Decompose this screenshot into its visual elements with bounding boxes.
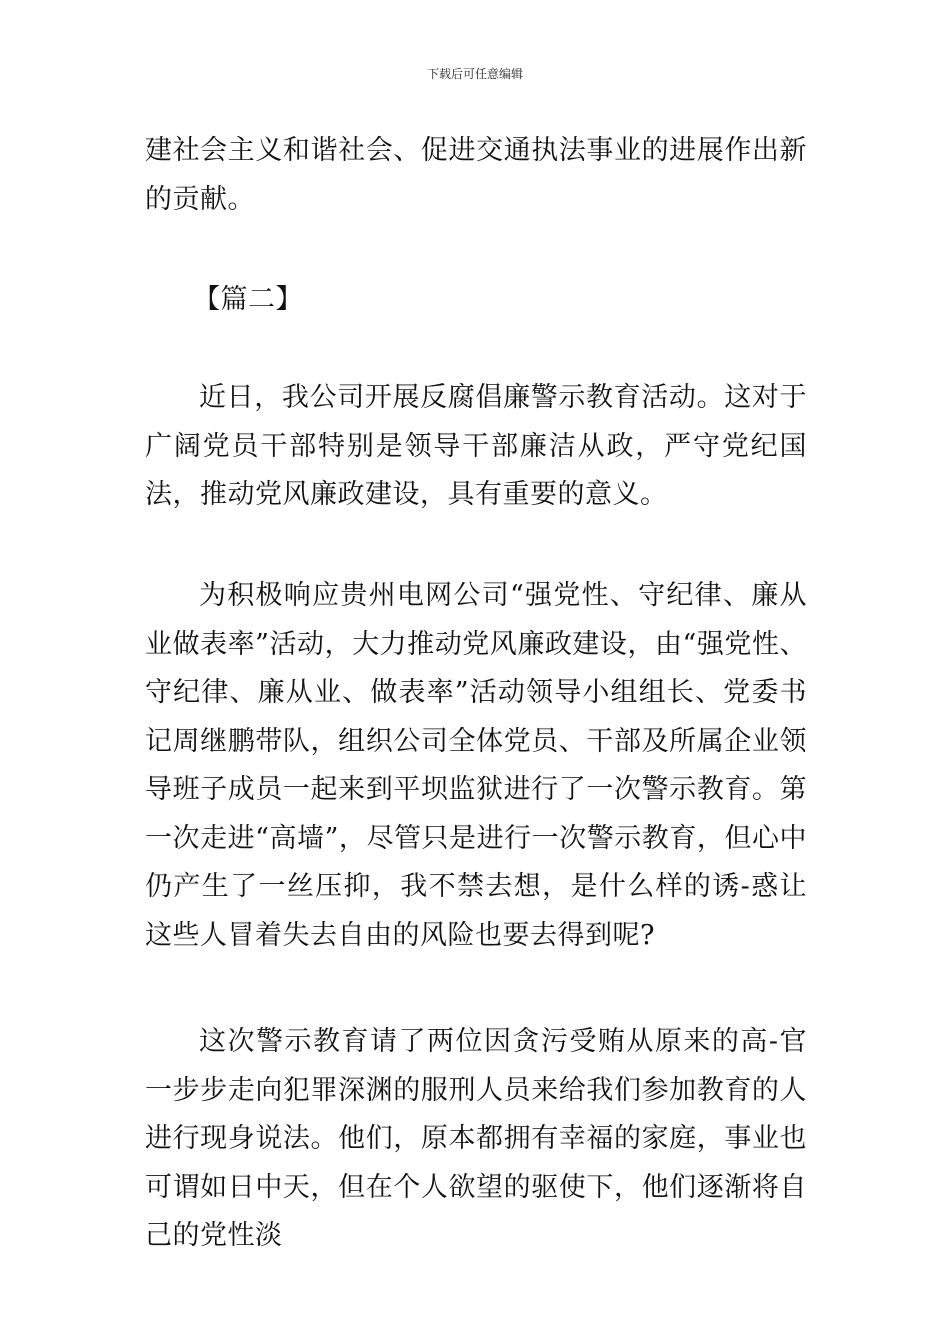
header-note: 下载后可任意编辑: [426, 67, 523, 81]
paragraph-intro: 近日，我公司开展反腐倡廉警示教育活动。这对于广阔党员干部特别是领导干部廉洁从政，严守党纪国法，推动党风廉政建设，具有重要的意义。: [145, 382, 807, 510]
paragraph-continuation: 建社会主义和谐社会、促进交通执法事业的进展作出新的贡献。: [145, 135, 807, 215]
paragraph-activity: 为积极响应贵州电网公司“强党性、守纪律、廉从业做表率”活动，大力推动党风廉政建设，由“强党性、守纪律、廉从业、做表率”活动领导小组组长、党委书记周继鹏带队，组织公司全体党员、干部及所属企业领导班子成员一起来到平坝监狱进行了一次警示教育。第一次走进“高墙”，尽管只是进行一次警示教育，但心中仍产生了一丝压抑，我不禁去想，是什么样的诱-惑让这些人冒着失去自由的风险也要去得到呢?: [145, 580, 807, 951]
paragraph-education: 这次警示教育请了两位因贪污受贿从原来的高-官一步步走向犯罪深渊的服刑人员来给我们参加教育的人进行现身说法。他们，原本都拥有幸福的家庭，事业也可谓如日中天，但在个人欲望的驱使下，他们逐渐将自己的党性淡: [145, 1026, 807, 1251]
section-heading: 【篇二】: [193, 284, 303, 315]
